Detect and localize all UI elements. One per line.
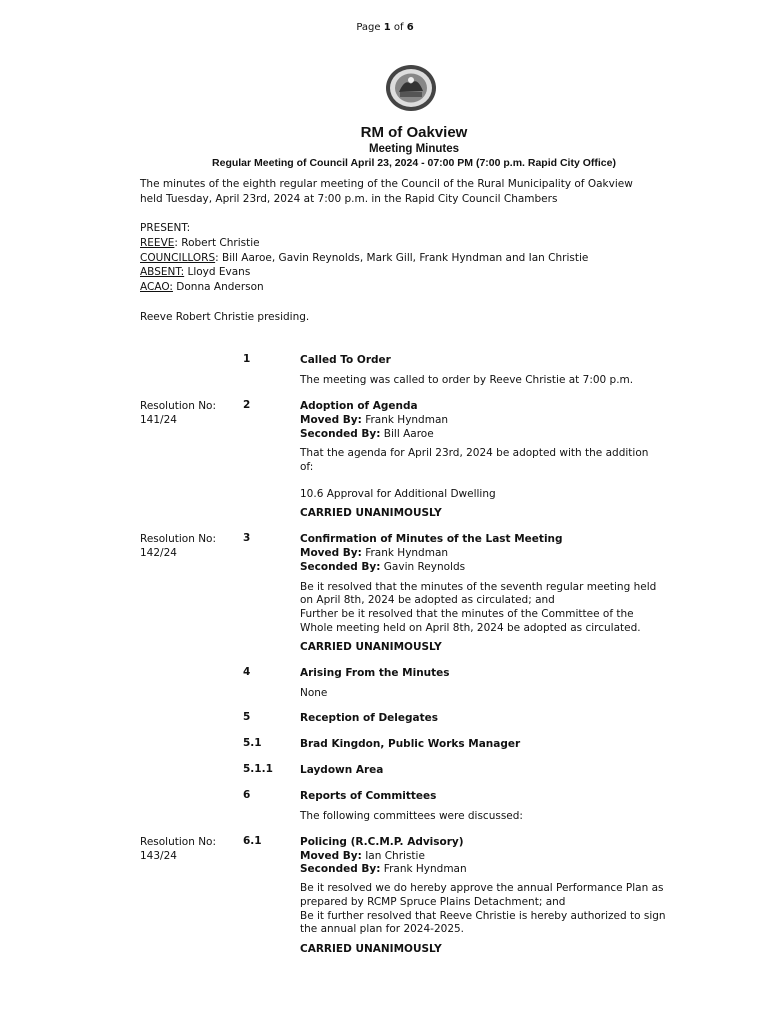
item-text-6: The following committees were discussed: (300, 810, 523, 822)
item-title-6: Reports of Committees (300, 790, 437, 802)
acao-line (140, 280, 264, 295)
moved-by-2 (300, 413, 690, 427)
page-total: 6 (406, 22, 414, 33)
item-text-3d: Whole meeting held on April 8th, 2024 be adopted as circulated. (300, 622, 641, 634)
moved-by-6-1 (300, 849, 690, 863)
item-number-1: 1 (243, 353, 251, 365)
meeting-line: Regular Meeting of Council April 23, 2024 - 07:00 PM (7:00 p.m. Rapid City Office) (212, 157, 616, 169)
moved-label: Moved By: (300, 547, 362, 559)
page-of: of (393, 22, 404, 33)
moved-value: Ian Christie (361, 850, 425, 862)
carried-2: CARRIED UNANIMOUSLY (300, 507, 442, 519)
item-text-6-1a: Be it resolved we do hereby approve the annual Performance Plan as (300, 882, 664, 894)
item-title-5-1: Brad Kingdon, Public Works Manager (300, 738, 521, 750)
seconded-value: Frank Hyndman (380, 863, 467, 875)
intro-line-2: held Tuesday, April 23rd, 2024 at 7:00 p.m. in the Rapid City Council Chambers (140, 193, 558, 205)
item-title-1: Called To Order (300, 354, 391, 366)
moved-by-3 (300, 546, 690, 560)
item-text-2a: That the agenda for April 23rd, 2024 be adopted with the addition (300, 447, 649, 459)
moved-label: Moved By: (300, 850, 362, 862)
carried-6-1: CARRIED UNANIMOUSLY (300, 943, 442, 955)
seconded-by-3 (300, 560, 690, 574)
municipal-seal-logo (385, 64, 437, 112)
item-title-5-1-1: Laydown Area (300, 764, 384, 776)
resolution-label-141: Resolution No: (140, 400, 217, 412)
seconded-by-2 (300, 427, 690, 441)
present-label: PRESENT: (140, 222, 191, 234)
reeve-value: : Robert Christie (174, 237, 260, 249)
item-title-6-1: Policing (R.C.M.P. Advisory) (300, 836, 464, 848)
absent-label: ABSENT: (140, 266, 185, 278)
item-number-5-1-1: 5.1.1 (243, 763, 273, 775)
document-subtitle: Meeting Minutes (368, 143, 460, 155)
reeve-label: REEVE (140, 237, 175, 249)
intro-line-1: The minutes of the eighth regular meeting of the Council of the Rural Municipality of Oakview (140, 178, 633, 190)
reeve-line (140, 236, 260, 251)
councillors-value: : Bill Aaroe, Gavin Reynolds, Mark Gill, Frank Hyndman and Ian Christie (215, 252, 589, 264)
page-prefix: Page (356, 22, 381, 33)
resolution-number-141: 141/24 (140, 414, 177, 426)
resolution-label-143: Resolution No: (140, 836, 217, 848)
item-title-4: Arising From the Minutes (300, 667, 450, 679)
carried-3: CARRIED UNANIMOUSLY (300, 641, 442, 653)
seconded-label: Seconded By: (300, 428, 381, 440)
item-title-5: Reception of Delegates (300, 712, 439, 724)
item-text-6-1b: prepared by RCMP Spruce Plains Detachment; and (300, 896, 566, 908)
item-text-1: The meeting was called to order by Reeve Christie at 7:00 p.m. (300, 374, 634, 386)
councillors-line (140, 251, 588, 266)
absent-line (140, 265, 250, 280)
item-title-2: Adoption of Agenda (300, 400, 418, 412)
councillors-label: COUNCILLORS (140, 252, 216, 264)
item-title-3: Confirmation of Minutes of the Last Meeting (300, 533, 563, 545)
item-number-2: 2 (243, 399, 251, 411)
page-current: 1 (383, 22, 391, 33)
document-title: RM of Oakview (360, 124, 468, 141)
acao-label: ACAO: (140, 281, 173, 293)
item-number-5-1: 5.1 (243, 737, 262, 749)
item-text-4: None (300, 687, 328, 699)
resolution-number-143: 143/24 (140, 850, 177, 862)
item-text-6-1c: Be it further resolved that Reeve Christie is hereby authorized to sign (300, 910, 666, 922)
acao-value: Donna Anderson (172, 281, 264, 293)
moved-label: Moved By: (300, 414, 362, 426)
absent-value: Lloyd Evans (184, 266, 251, 278)
seconded-value: Bill Aaroe (380, 428, 434, 440)
presiding-line: Reeve Robert Christie presiding. (140, 311, 310, 323)
seconded-label: Seconded By: (300, 863, 381, 875)
item-text-3c: Further be it resolved that the minutes of the Committee of the (300, 608, 634, 620)
seconded-by-6-1 (300, 862, 690, 876)
item-text-6-1d: the annual plan for 2024-2025. (300, 923, 465, 935)
agenda-addition: 10.6 Approval for Additional Dwelling (300, 488, 496, 500)
item-text-3b: on April 8th, 2024 be adopted as circulated; and (300, 594, 555, 606)
moved-value: Frank Hyndman (361, 414, 449, 426)
item-number-3: 3 (243, 532, 251, 544)
item-number-6-1: 6.1 (243, 835, 262, 847)
seconded-label: Seconded By: (300, 561, 381, 573)
item-number-6: 6 (243, 789, 251, 801)
resolution-number-142: 142/24 (140, 547, 177, 559)
resolution-label-142: Resolution No: (140, 533, 217, 545)
moved-value: Frank Hyndman (361, 547, 449, 559)
item-text-2b: of: (300, 461, 314, 473)
seconded-value: Gavin Reynolds (380, 561, 466, 573)
page-number (0, 22, 770, 33)
item-text-3a: Be it resolved that the minutes of the seventh regular meeting held (300, 581, 657, 593)
item-number-5: 5 (243, 711, 251, 723)
item-number-4: 4 (243, 666, 251, 678)
